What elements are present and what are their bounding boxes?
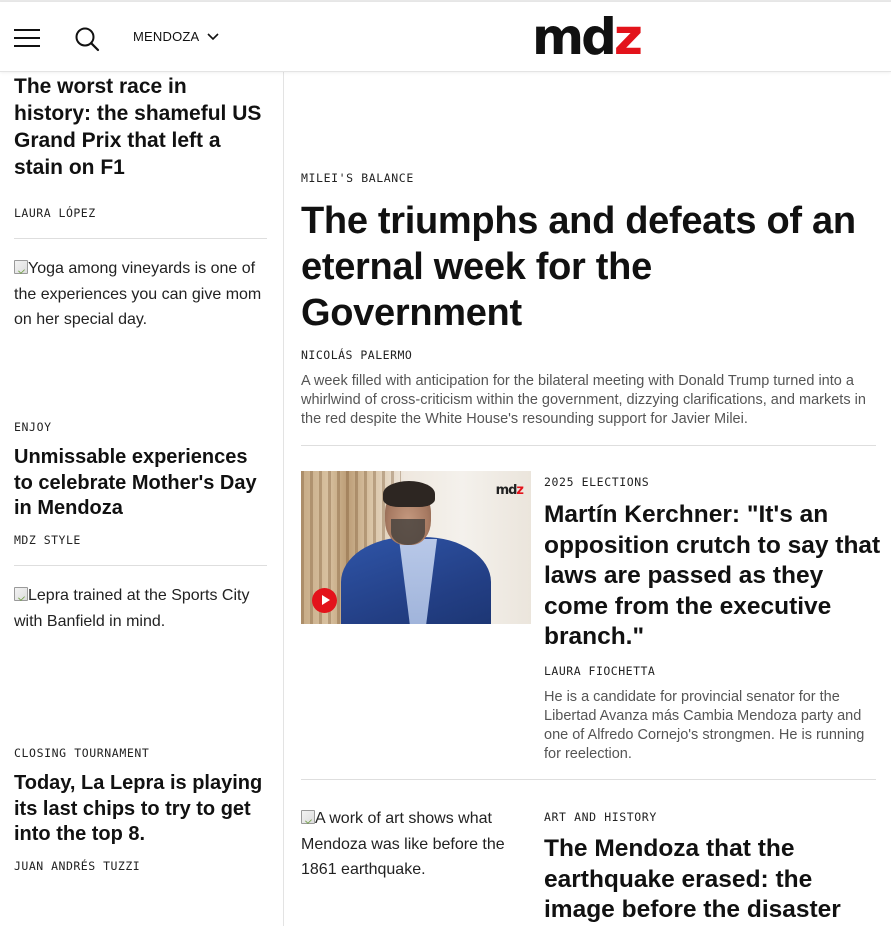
sidebar-story-kicker[interactable]: ENJOY [14,420,52,434]
story-2-summary: He is a candidate for provincial senator for the Libertad Avanza más Cambia Mendoza party and one of Alfredo Cornejo's strongmen. He is running for reelection. [544,689,865,762]
city-selector-label: MENDOZA [133,29,200,44]
city-selector[interactable] [133,29,219,44]
image-alt-text: Yoga among vineyards is one of the experiences you can give mom on her special day. [14,260,262,328]
divider [301,779,876,780]
lead-story-summary: A week filled with anticipation for the bilateral meeting with Donald Trump turned into a whirlwind of cross-criticism within the government, dizzying clarifications, and markets in the red despite the White House's resounding support for Javier Milei. [301,373,866,427]
play-video-icon[interactable] [312,588,337,613]
logo-md: md [532,8,614,66]
story-2-image[interactable] [301,471,531,624]
sidebar-story-title[interactable]: Unmissable experiences to celebrate Mother's Day in Mendoza [14,446,257,519]
lead-story-title[interactable]: The triumphs and defeats of an eternal week for the Government [301,200,856,334]
story-2-author[interactable]: LAURA FIOCHETTA [544,664,656,678]
story-3-kicker[interactable]: ART AND HISTORY [544,810,657,824]
sidebar-story-author[interactable]: LAURA LÓPEZ [14,206,96,220]
divider [14,238,267,239]
image-alt-text: Lepra trained at the Sports City with Banfield in mind. [14,587,250,630]
story-3-title[interactable]: The Mendoza that the earthquake erased: the image before the disaster [544,835,841,923]
sidebar-story-image[interactable] [14,583,267,634]
story-2-title[interactable]: Martín Kerchner: "It's an opposition crutch to say that laws are passed as they come from the executive branch." [544,501,881,650]
image-watermark-logo [496,483,523,498]
divider [301,445,876,446]
sidebar-story-author[interactable]: MDZ STYLE [14,533,81,547]
main-news-column [285,72,891,926]
sidebar-story-title[interactable]: The worst race in history: the shameful US Grand Prix that left a stain on F1 [14,75,262,179]
watermark-z: z [516,483,523,498]
image-alt-text: A work of art shows what Mendoza was like before the 1861 earthquake. [301,810,505,878]
divider [14,565,267,566]
lead-story-kicker[interactable]: MILEI'S BALANCE [301,171,414,185]
sidebar-story-kicker[interactable]: CLOSING TOURNAMENT [14,746,150,760]
lead-story-author[interactable]: NICOLÁS PALERMO [301,348,413,362]
sidebar-story-title[interactable]: Today, La Lepra is playing its last chips to try to get into the top 8. [14,772,263,845]
broken-image-icon [14,260,28,274]
broken-image-icon [301,810,315,824]
sidebar-news-column [0,72,284,926]
mdz-logo[interactable] [532,8,644,66]
watermark-md: md [495,483,517,498]
sidebar-story-author[interactable]: JUAN ANDRÉS TUZZI [14,859,141,873]
story-3-image[interactable] [301,806,529,883]
sidebar-story-3[interactable] [14,771,267,848]
chevron-down-icon [207,33,219,41]
sidebar-story-1[interactable] [14,73,267,181]
hamburger-menu-icon[interactable] [14,29,40,47]
logo-z: z [613,8,640,66]
site-header [0,2,891,72]
sidebar-story-image[interactable] [14,256,267,333]
search-icon[interactable] [74,26,100,52]
sidebar-story-2[interactable] [14,445,267,522]
broken-image-icon [14,587,28,601]
story-2-kicker[interactable]: 2025 ELECTIONS [544,475,650,489]
